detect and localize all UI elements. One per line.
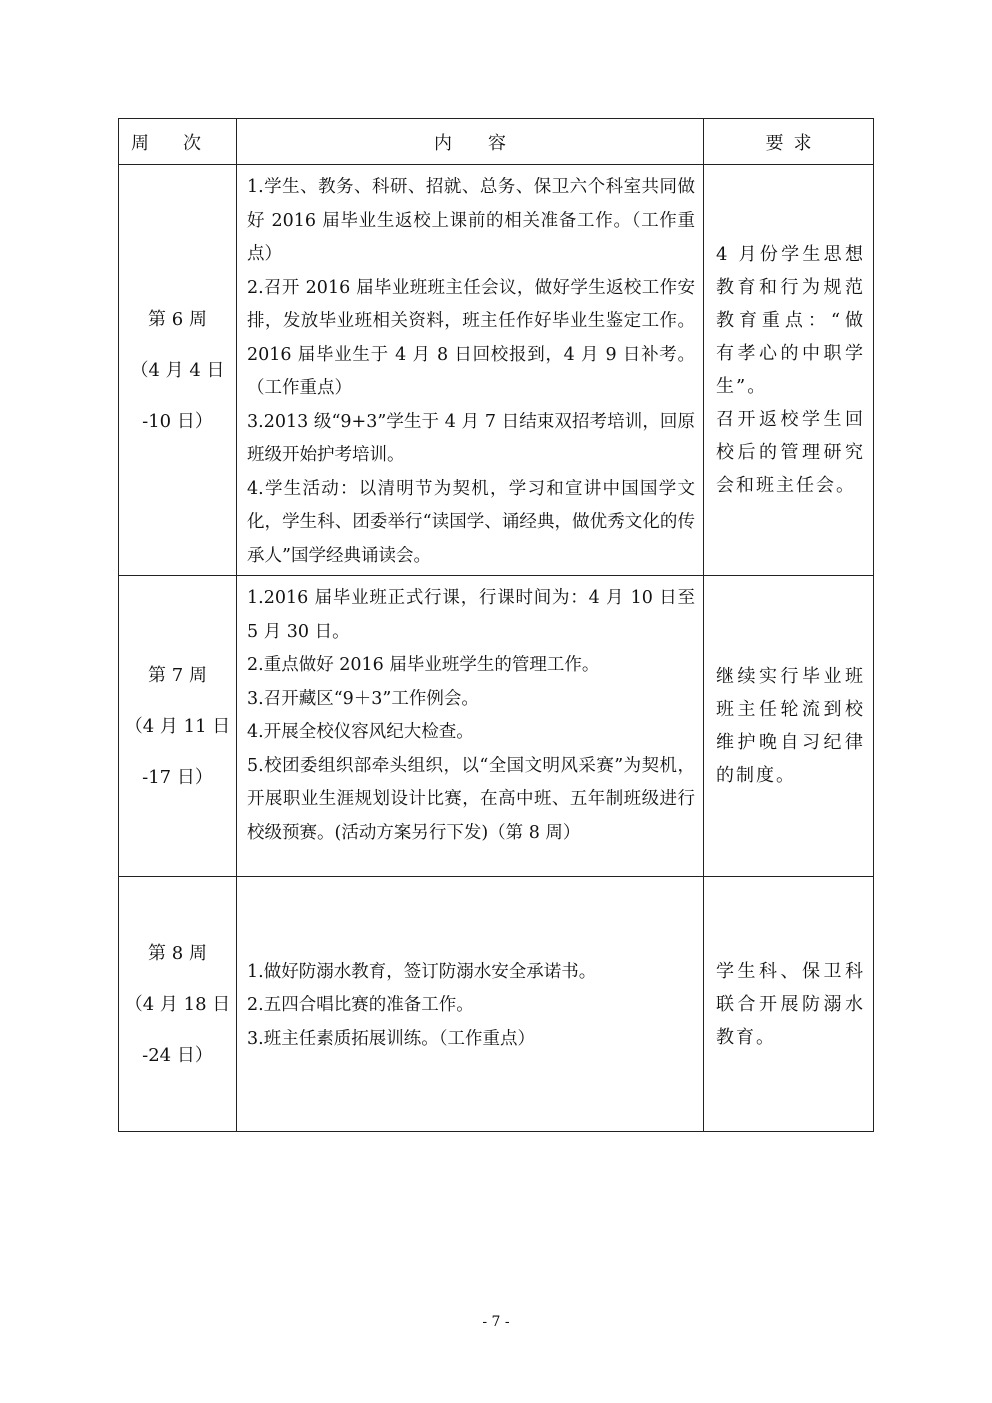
- content-item: 2.召开 2016 届毕业班班主任会议，做好学生返校工作安排，发放毕业班相关资料，班主任作好毕业生鉴定工作。2016 届毕业生于 4 月 8 日回校报到，4 月 9 日补考。（工作重点）: [247, 277, 695, 398]
- header-req-char-2: 求: [793, 132, 812, 154]
- week-label: 第 6 周: [148, 308, 207, 330]
- header-req-char-1: 要: [765, 132, 784, 154]
- header-week: [119, 119, 237, 165]
- header-week-char-2: 次: [183, 132, 201, 154]
- requirement-cell: [704, 576, 874, 877]
- content-item: 1.2016 届毕业班正式行课，行课时间为：4 月 10 日至 5 月 30 日。: [247, 588, 695, 642]
- header-content-char-2: 容: [488, 132, 506, 154]
- week-range-end: -24 日）: [142, 1044, 213, 1066]
- content-item: 4.开展全校仪容风纪大检查。: [247, 722, 474, 742]
- header-requirement: [704, 119, 874, 165]
- requirement-cell: [704, 877, 874, 1132]
- table-header-row: [119, 119, 874, 165]
- content-cell: [237, 165, 704, 576]
- week-cell: [119, 877, 237, 1132]
- requirement-text: 学生科、保卫科联合开展防溺水教育。: [716, 960, 865, 1048]
- content-item: 3.2013 级“9+3”学生于 4 月 7 日结束双招考培训，回原班级开始护考培训。: [247, 411, 695, 465]
- week-label: 第 8 周: [148, 942, 207, 964]
- week-range-end: -17 日）: [142, 766, 213, 788]
- content-cell: [237, 877, 704, 1132]
- requirement-text: 召开返校学生回校后的管理研究会和班主任会。: [716, 409, 865, 496]
- week-range-end: -10 日）: [142, 410, 213, 432]
- table-row: [119, 576, 874, 877]
- weekly-plan-table: [118, 118, 874, 1132]
- content-item: 3.召开藏区“9＋3”工作例会。: [247, 688, 479, 709]
- week-cell: [119, 576, 237, 877]
- week-label: 第 7 周: [148, 664, 207, 686]
- content-item: 1.学生、教务、科研、招就、总务、保卫六个科室共同做好 2016 届毕业生返校上课前的相关准备工作。（工作重点）: [247, 177, 695, 264]
- header-content: [237, 119, 704, 165]
- requirement-cell: [704, 165, 874, 576]
- content-item: 2.五四合唱比赛的准备工作。: [247, 995, 474, 1016]
- week-cell: [119, 165, 237, 576]
- content-item: 2.重点做好 2016 届毕业班学生的管理工作。: [247, 655, 600, 675]
- content-cell: [237, 576, 704, 877]
- week-range-start: （4 月 18 日: [124, 993, 231, 1015]
- requirement-text: 4 月份学生思想教育和行为规范教育重点：“做有孝心的中职学生”。: [716, 244, 865, 397]
- content-item: 3.班主任素质拓展训练。（工作重点）: [247, 1028, 535, 1049]
- week-range-start: （4 月 11 日: [124, 715, 231, 737]
- content-item: 1.做好防溺水教育，签订防溺水安全承诺书。: [247, 961, 597, 982]
- table-row: [119, 877, 874, 1132]
- page-number: - 7 -: [482, 1314, 510, 1330]
- content-item: 5.校团委组织部牵头组织，以“全国文明风采赛”为契机，开展职业生涯规划设计比赛，在高中班、五年制班级进行校级预赛。(活动方案另行下发)（第 8 周）: [247, 755, 695, 843]
- header-content-char-1: 内: [434, 132, 452, 154]
- table-row: [119, 165, 874, 576]
- header-week-char-1: 周: [131, 132, 149, 154]
- week-range-start: （4 月 4 日: [130, 359, 225, 381]
- requirement-text: 继续实行毕业班班主任轮流到校维护晚自习纪律的制度。: [716, 666, 865, 786]
- content-item: 4.学生活动：以清明节为契机，学习和宣讲中国国学文化，学生科、团委举行“读国学、诵经典，做优秀文化的传承人”国学经典诵读会。: [247, 478, 695, 566]
